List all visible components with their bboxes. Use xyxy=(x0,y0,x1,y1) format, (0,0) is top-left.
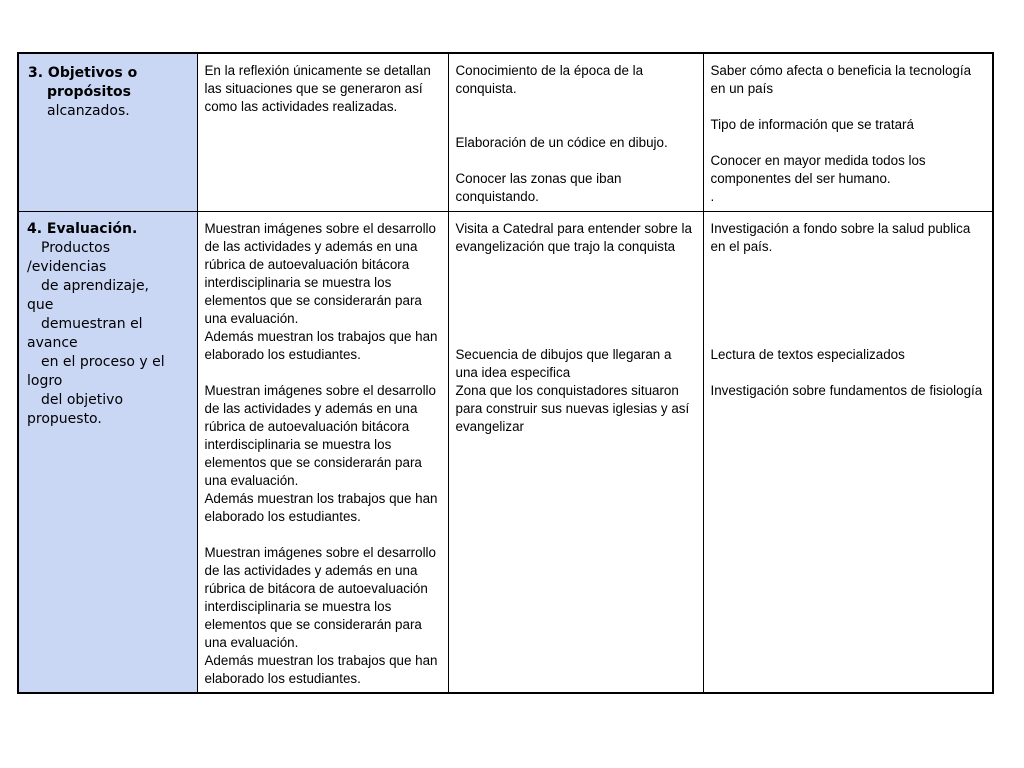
table-cell xyxy=(703,53,993,212)
table-cell xyxy=(197,212,448,694)
heading-line: propósitos xyxy=(47,84,131,100)
cell-text: Muestran imágenes sobre el desarrollo de las actividades y además en una rúbrica de autoevaluación bitácora interdisciplinaria se muestra los elementos que se considerarán para una evaluación. xyxy=(204,221,436,326)
heading-line: alcanzados. xyxy=(47,103,130,119)
heading-line: de aprendizaje, xyxy=(41,278,150,294)
table-cell xyxy=(197,53,448,212)
cell-text: Lectura de textos especializados xyxy=(710,347,905,362)
cell-text: Conocer en mayor medida todos los componentes del ser humano. xyxy=(710,153,926,186)
table-cell xyxy=(448,212,703,694)
heading-line: 3. Objetivos o xyxy=(28,65,138,81)
heading-line: en el proceso y el xyxy=(41,354,165,370)
cell-text: Además muestran los trabajos que han elaborado los estudiantes. xyxy=(204,653,438,686)
row-heading-objetivos xyxy=(18,53,197,212)
row-heading-evaluacion xyxy=(18,212,197,694)
heading-line: del objetivo xyxy=(41,392,124,408)
cell-text: Muestran imágenes sobre el desarrollo de las actividades y además en una rúbrica de autoevaluación bitácora interdisciplinaria se muestra los elementos que se considerarán para una evaluación. xyxy=(204,383,436,488)
cell-text: Conocimiento de la época de la conquista. xyxy=(455,63,644,96)
planning-table xyxy=(17,52,994,694)
cell-text: Saber cómo afecta o beneficia la tecnología en un país xyxy=(710,63,972,96)
heading-line: que xyxy=(27,297,54,313)
cell-text: Muestran imágenes sobre el desarrollo de las actividades y además en una rúbrica de bitácora de autoevaluación interdisciplinaria se muestra los elementos que se considerarán para una evaluación. xyxy=(204,545,436,650)
cell-text: Visita a Catedral para entender sobre la evangelización que trajo la conquista xyxy=(455,221,692,254)
cell-text: Investigación a fondo sobre la salud publica en el país. xyxy=(710,221,971,254)
cell-text: Conocer las zonas que iban conquistando. xyxy=(455,171,622,204)
table-row-evaluacion xyxy=(18,212,993,694)
cell-text: Además muestran los trabajos que han elaborado los estudiantes. xyxy=(204,491,438,524)
cell-text: . xyxy=(710,189,715,204)
heading-line: 4. Evaluación. xyxy=(27,221,138,237)
table-cell xyxy=(703,212,993,694)
heading-line: logro xyxy=(27,373,63,389)
cell-text: En la reflexión únicamente se detallan las situaciones que se generaron así como las actividades realizadas. xyxy=(204,63,431,114)
heading-line: propuesto. xyxy=(27,411,102,427)
heading-line: /evidencias xyxy=(27,259,107,275)
table-row-objetivos xyxy=(18,53,993,212)
table-cell xyxy=(448,53,703,212)
heading-line: avance xyxy=(27,335,78,351)
heading-line: demuestran el xyxy=(41,316,143,332)
cell-text: Secuencia de dibujos que llegaran a una idea especifica xyxy=(455,347,672,380)
cell-text: Tipo de información que se tratará xyxy=(710,117,914,132)
cell-text: Zona que los conquistadores situaron para construir sus nuevas iglesias y así evangelizar xyxy=(455,383,690,434)
cell-text: Además muestran los trabajos que han elaborado los estudiantes. xyxy=(204,329,438,362)
cell-text: Investigación sobre fundamentos de fisiología xyxy=(710,383,983,398)
cell-text: Elaboración de un códice en dibujo. xyxy=(455,135,668,150)
heading-line: Productos xyxy=(41,240,111,256)
